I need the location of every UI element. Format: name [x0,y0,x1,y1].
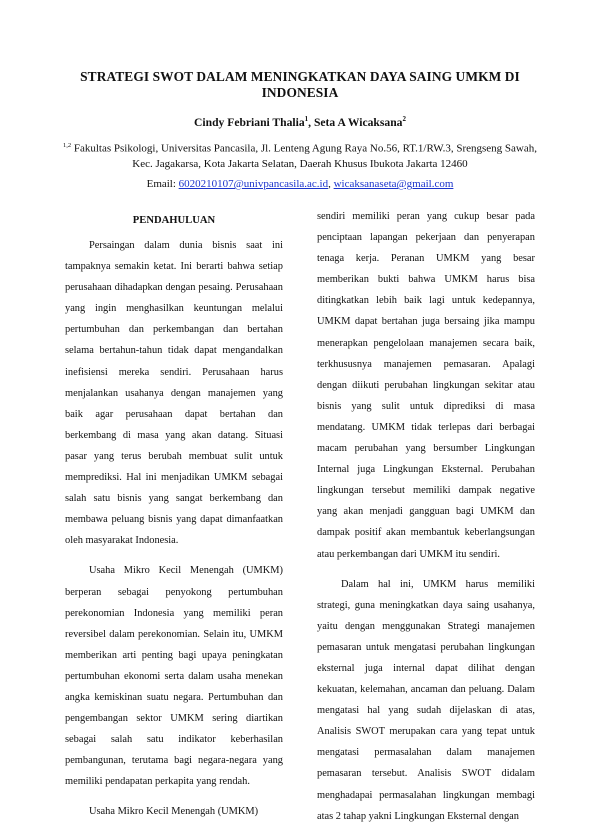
author-2-name: Seta A Wicaksana [313,115,403,129]
paragraph: Usaha Mikro Kecil Menengah (UMKM) berperan sebagai penyokong pertumbuhan perekonomian Indonesia yang memiliki peran reversibel dalam perekonomian. Selain itu, UMKM memberikan arti penting bagi upaya peningkatan pertumbuhan ekonomi serta dalam usaha menekan angka kemiskinan suatu negara. Pertumbuhan dan pengembangan sektor UMKM sering diartikan sebagai salah satu indikator keberhasilan pembangunan, terutama bagi negara-negara yang memiliki pendapatan perkapita yang rendah. [65,565,283,788]
left-column [65,204,283,823]
paragraph: Persaingan dalam dunia bisnis saat ini tampaknya semakin ketat. Ini berarti bahwa setiap perusahaan dihadapkan dengan pesaing. Perusahaan yang ingin menghasilkan keuntungan melalui pertumbuhan dan perkembangan dan bertahan selama bertahun-tahun tidak dapat mengandalkan inefisiensi mereka sendiri. Perusahaan harus menjalankan usahanya dengan manajemen yang baik agar perusahaan dapat bertahan dan berkembang di masa yang akan datang. Situasi pasar yang terus berubah membuat sulit untuk memprediksi. Hal ini menjadikan UMKM sebagai salah satu bisnis yang sangat berkembang dan membawa peluang bisnis yang dapat dimanfaatkan oleh masyarakat Indonesia. [65,240,283,547]
paragraph: Usaha Mikro Kecil Menengah (UMKM) [89,806,259,818]
author-separator: , [308,115,314,129]
email-separator: , [328,178,334,190]
right-column [317,206,535,827]
affiliation-mark: 1,2 [62,142,72,149]
section-heading: PENDAHULUAN [132,215,216,226]
author-line [0,115,600,129]
paragraph: sendiri memiliki peran yang cukup besar pada penciptaan lapangan pekerjaan dan penyerapan tenaga kerja. Peranan UMKM yang besar memberikan bukti bahwa UMKM harus bisa ditingkatkan lebih baik lagi untuk kedepannya, UMKM dapat bertahan juga bersaing jika mampu menerapkan pengelolaan manajemen secara baik, terkhususnya manajemen pemasaran. Apalagi dengan diikuti perubahan lingkungan sekitar atau bisnis yang sulit untuk diprediksi di masa mendatang. UMKM tidak terlepas dari berbagai macam perubahan yang bersumber Lingkungan Internal juga Lingkungan Eksternal. Perubahan lingkungan tersebut memiliki dampak negative yang akan menjadi gangguan bagi UMKM dan dampak positif akan membantuk keberlangsungan atau perkembangan dari UMKM itu sendiri. [317,211,535,560]
author-2-affiliation-mark: 2 [402,115,406,123]
paragraph: Dalam hal ini, UMKM harus memiliki strategi, guna meningkatkan daya saing usahanya, yaitu dengan menggunakan Strategi manajemen pemasaran untuk mengatasi perubahan lingkungan eksternal juga internal dapat dilihat dengan kekuatan, kelemahan, ancaman dan peluang. Dalam mengatasi hal yang sudah dijelaskan di atas, Analisis SWOT merupakan cara yang tepat untuk mengatasi permasalahan dalam manajemen pemasaran tersebut. Analisis SWOT didalam menghadapai permasalahan lingkungan membagi atas 2 tahap yakni Lingkungan Eksternal dengan [317,578,535,822]
email-label: Email: [146,178,179,190]
paper-title: STRATEGI SWOT DALAM MENINGKATKAN DAYA SAING UMKM DI INDONESIA [80,69,520,100]
email-link-author-2[interactable]: wicaksanaseta@gmail.com [333,178,454,190]
author-1-name: Cindy Febriani Thalia [194,115,305,129]
affiliation-text: Fakultas Psikologi, Universitas Pancasila, Jl. Lenteng Agung Raya No.56, RT.1/RW.3, Srengseng Sawah, Kec. Jagakarsa, Kota Jakarta Selatan, Daerah Khusus Ibukota Jakarta 12460 [71,142,537,170]
affiliation [60,138,540,172]
author-1-affiliation-mark: 1 [304,115,309,123]
email-link-author-1[interactable]: 6020210107@univpancasila.ac.id [178,178,329,190]
email-line [0,178,600,190]
